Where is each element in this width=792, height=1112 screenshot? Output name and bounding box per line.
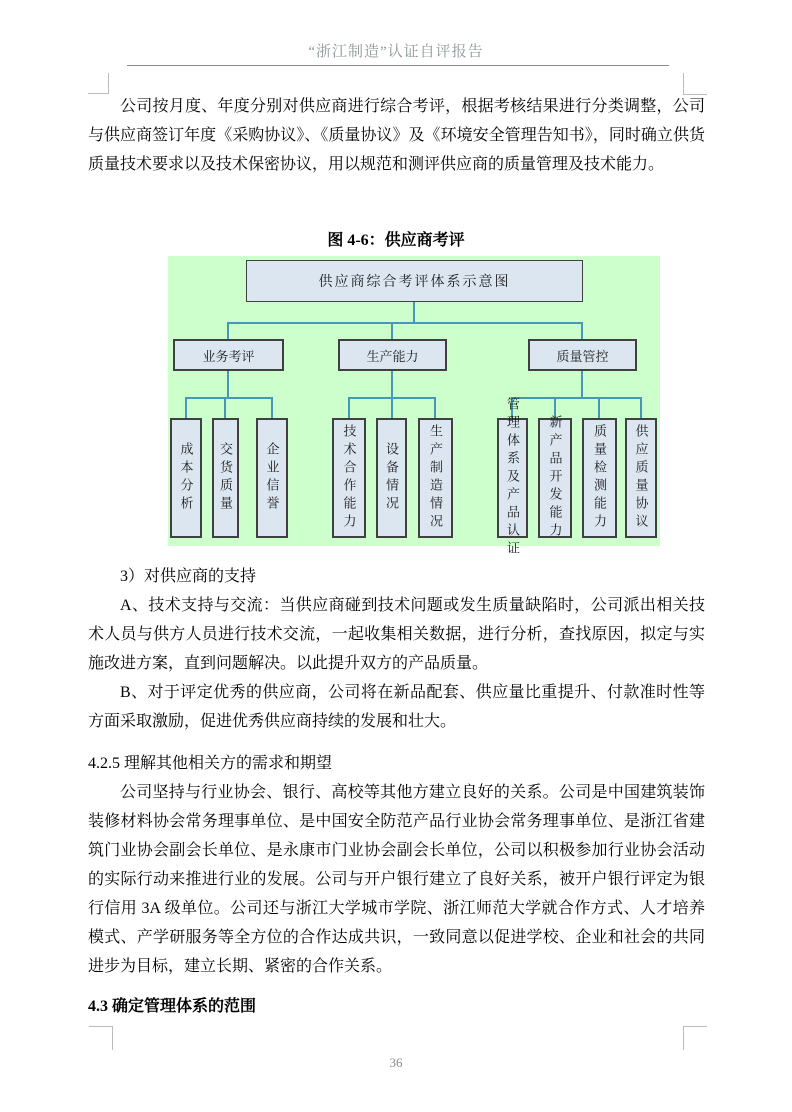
crop-mark-bottom-left (89, 1026, 113, 1050)
diagram-branch-box (528, 339, 637, 371)
diagram-leaf-box (170, 418, 202, 538)
diagram-branch-label: 生产能力 (366, 348, 419, 364)
diagram-leaf-box (332, 418, 366, 538)
connector-branch1-stem (227, 371, 229, 397)
diagram-leaf-label: 设备情况 (384, 442, 399, 514)
connector-drop-leaf (271, 397, 273, 418)
paragraph-incentives: B、对于评定优秀的供应商，公司将在新品配套、供应量比重提升、付款准时性等方面采取激励，促进优秀供应商持续的发展和壮大。 (88, 684, 705, 730)
diagram-leaf-box (212, 418, 239, 538)
paragraph-technical-support: A、技术支持与交流：当供应商碰到技术问题或发生质量缺陷时，公司派出相关技术人员与供方人员进行技术交流，一起收集相关数据，进行分析，查找原因，拟定与实施改进方案，直到问题解决。以此提升双方的产品质量。 (88, 597, 705, 672)
connector-drop-leaf (185, 397, 187, 418)
diagram-leaf-label: 交货质量 (218, 442, 233, 514)
crop-mark-bottom-right (683, 1026, 707, 1050)
diagram-branch-box (338, 339, 447, 371)
diagram-leaf-label: 成本分析 (178, 442, 194, 514)
section-heading-4-3: 4.3 确定管理体系的范围 (88, 998, 257, 1015)
connector-rail-level1 (227, 322, 583, 324)
supplier-assessment-diagram (168, 256, 660, 559)
diagram-root-box (246, 260, 583, 302)
diagram-leaf-label: 质量检测能力 (592, 424, 607, 532)
diagram-leaf-label: 新产品开发能力 (547, 415, 563, 541)
connector-branch3-stem (581, 371, 583, 397)
diagram-leaf-label: 技术合作能力 (341, 424, 357, 532)
figure-caption: 图 4-6：供应商考评 (327, 232, 465, 249)
diagram-leaf-label: 企业信誉 (264, 442, 280, 514)
diagram-leaf-box (418, 418, 453, 538)
diagram-leaf-box (625, 418, 657, 538)
connector-drop-branch2 (391, 322, 393, 339)
connector-drop-leaf (598, 397, 600, 418)
list-item-3-heading: 3）对供应商的支持 (120, 568, 257, 585)
diagram-branch-label: 业务考评 (202, 348, 255, 364)
paragraph-other-parties: 公司坚持与行业协会、银行、高校等其他方建立良好的关系。公司是中国建筑装饰装修材料协会常务理事单位、是中国安全防范产品行业协会常务理事单位、是浙江省建筑门业协会副会长单位、是永康市门业协会副会长单位，公司以积极参加行业协会活动的实际行动来推进行业的发展。公司与开户银行建立了良好关系，被开户银行评定为银行信用 3A 级单位。公司还与浙江大学城市学院、浙江师范大学就合作方式、人才培养模式、产学研服务等全方位的合作达成共识，一致同意以促进学校、企业和社会的共同进步为目标，建立长期、紧密的合作关系。 (88, 784, 705, 975)
diagram-leaf-label: 生产制造情况 (428, 424, 443, 532)
diagram-leaf-box (376, 418, 407, 538)
diagram-root-label: 供应商综合考评体系示意图 (318, 275, 511, 290)
connector-drop-branch1 (227, 322, 229, 339)
crop-mark-top-left (88, 73, 109, 94)
connector-drop-branch3 (581, 322, 583, 339)
connector-drop-leaf (348, 397, 350, 418)
diagram-leaf-box (256, 418, 288, 538)
diagram-leaf-label: 供应质量协议 (633, 424, 649, 532)
connector-drop-leaf (224, 397, 226, 418)
paragraph-supplier-assessment: 公司按月度、年度分别对供应商进行综合考评，根据考核结果进行分类调整，公司与供应商签订年度《采购协议》、《质量协议》及《环境安全管理告知书》，同时确立供货质量技术要求以及技术保密协议，用以规范和测评供应商的质量管理及技术能力。 (88, 98, 705, 173)
header-rule (127, 65, 669, 66)
connector-branch2-stem (391, 371, 393, 397)
connector-rail-branch1 (186, 397, 272, 399)
connector-drop-leaf (434, 397, 436, 418)
diagram-leaf-box (582, 418, 617, 538)
section-heading-4-2-5: 4.2.5 理解其他相关方的需求和期望 (88, 755, 333, 772)
page-number: 36 (389, 1055, 403, 1070)
connector-drop-leaf (640, 397, 642, 418)
diagram-branch-label: 质量管控 (556, 348, 609, 364)
connector-root-stem (413, 302, 415, 322)
page-header-title: “浙江制造”认证自评报告 (308, 44, 484, 60)
diagram-leaf-label: 管理体系及产品认证 (505, 397, 520, 559)
connector-rail-branch3 (512, 397, 641, 399)
diagram-branch-box (173, 339, 284, 371)
diagram-leaf-box (538, 415, 572, 541)
connector-drop-leaf (391, 397, 393, 418)
diagram-leaf-box (497, 397, 528, 559)
